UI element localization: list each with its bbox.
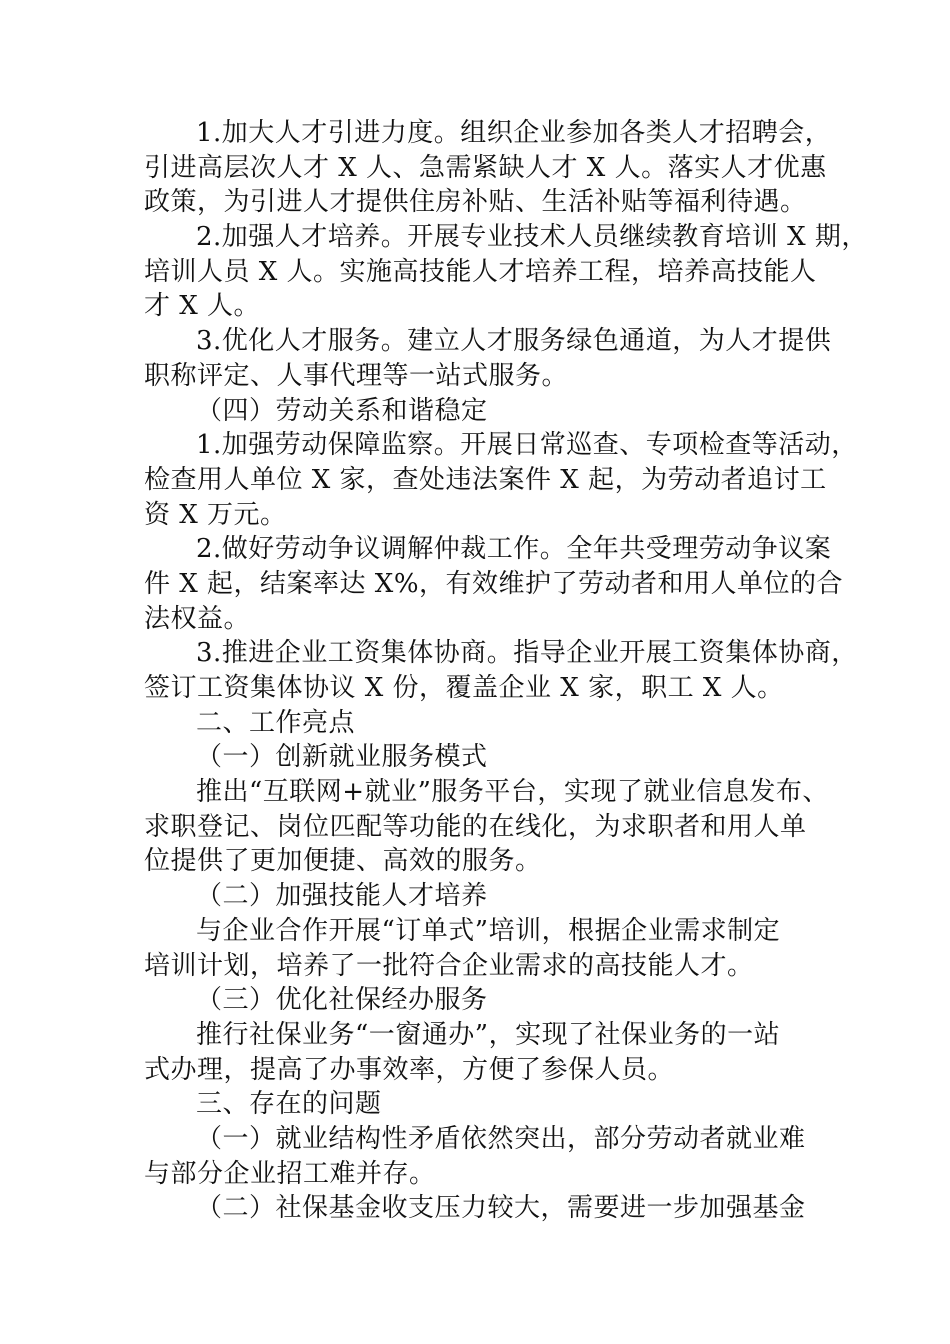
text-line: （三）优化社保经办服务 [196, 985, 488, 1016]
text-line: 2.做好劳动争议调解仲裁工作。全年共受理劳动争议案 [196, 534, 832, 565]
text-line: 培训人员 X 人。实施高技能人才培养工程，培养高技能人 [144, 256, 817, 287]
text-line: 引进高层次人才 X 人、急需紧缺人才 X 人。落实人才优惠 [144, 152, 827, 183]
text-line: 法权益。 [144, 603, 251, 634]
text-line: 件 X 起，结案率达 X%，有效维护了劳动者和用人单位的合 [144, 568, 844, 599]
text-line: 3.推进企业工资集体协商。指导企业开展工资集体协商， [196, 638, 858, 669]
text-line: 1.加大人才引进力度。组织企业参加各类人才招聘会， [196, 118, 832, 148]
text-line: 三、存在的问题 [196, 1089, 382, 1120]
text-line: 二、工作亮点 [196, 707, 356, 738]
text-line: 式办理，提高了办事效率，方便了参保人员。 [144, 1054, 675, 1085]
text-line: 培训计划，培养了一批符合企业需求的高技能人才。 [144, 950, 754, 981]
text-line: 与企业合作开展“订单式”培训，根据企业需求制定 [196, 915, 781, 946]
text-line: 才 X 人。 [144, 291, 261, 322]
text-line: 推行社保业务“一窗通办”，实现了社保业务的一站 [196, 1019, 781, 1050]
text-line: 位提供了更加便捷、高效的服务。 [144, 846, 542, 877]
text-line: （二）社保基金收支压力较大，需要进一步加强基金 [196, 1193, 806, 1224]
text-line: 3.优化人才服务。建立人才服务绿色通道，为人才提供 [196, 326, 832, 357]
text-line: 资 X 万元。 [144, 499, 287, 530]
text-line: （一）就业结构性矛盾依然突出，部分劳动者就业难 [196, 1123, 806, 1154]
text-line: 1.加强劳动保障监察。开展日常巡查、专项检查等活动， [196, 430, 858, 461]
text-line: （四）劳动关系和谐稳定 [196, 395, 488, 426]
document-body [144, 116, 868, 1226]
text-line: 检查用人单位 X 家，查处违法案件 X 起，为劳动者追讨工 [144, 464, 827, 495]
text-line: 求职登记、岗位匹配等功能的在线化，为求职者和用人单 [144, 811, 807, 842]
text-line: 2.加强人才培养。开展专业技术人员继续教育培训 X 期， [196, 222, 868, 253]
text-line: 签订工资集体协议 X 份，覆盖企业 X 家，职工 X 人。 [144, 673, 784, 703]
text-line: 政策，为引进人才提供住房补贴、生活补贴等福利待遇。 [144, 187, 807, 218]
text-line: 与部分企业招工难并存。 [144, 1158, 436, 1189]
text-line: 推出“互联网+就业”服务平台，实现了就业信息发布、 [196, 777, 829, 808]
text-line: （一）创新就业服务模式 [196, 742, 488, 773]
text-line: （二）加强技能人才培养 [196, 881, 488, 912]
text-line: 职称评定、人事代理等一站式服务。 [144, 360, 569, 391]
